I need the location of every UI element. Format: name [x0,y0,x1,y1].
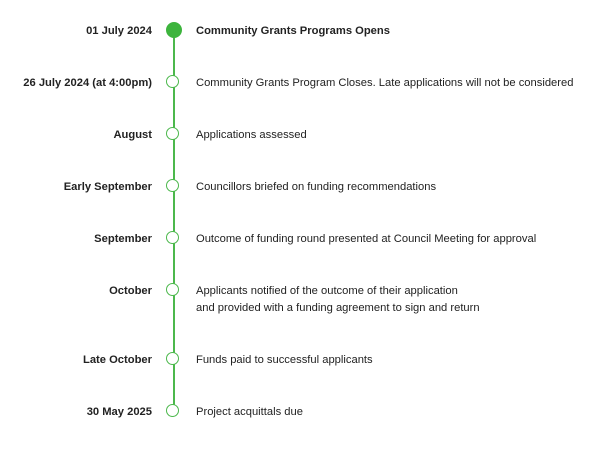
timeline-marker [166,404,179,417]
timeline-date: Late October [82,354,152,366]
timeline-event-text [196,75,604,92]
timeline-current-marker [166,22,182,38]
timeline-event-text [196,23,604,40]
timeline-date: September [94,233,152,245]
timeline-event-line: Community Grants Program Closes. Late applications will not be considered [196,76,574,89]
timeline-marker [166,231,179,244]
timeline-marker [166,179,179,192]
timeline-marker [166,127,179,140]
timeline-event-text [196,179,604,196]
timeline-marker [166,75,179,88]
timeline-event-line: Funds paid to successful applicants [196,353,373,366]
timeline-event-line: Councillors briefed on funding recommendations [196,180,437,193]
timeline-event-text [196,231,604,248]
timeline-event-line: Project acquittals due [196,405,303,418]
timeline-date: Early September [63,181,152,193]
timeline-marker [166,352,179,365]
timeline-event-line: Outcome of funding round presented at Council Meeting for approval [196,232,537,245]
timeline-event-text [196,283,604,317]
timeline-date: 01 July 2024 [86,25,152,37]
timeline-marker [166,283,179,296]
timeline-event-text [196,127,604,144]
timeline-event-line: and provided with a funding agreement to sign and return [196,301,480,314]
timeline-date: August [113,129,152,141]
timeline-event-line: Applicants notified of the outcome of their application [196,284,458,297]
timeline-event-line: Applications assessed [196,128,307,141]
timeline-date: October [109,285,152,297]
timeline-date: 30 May 2025 [86,406,152,418]
timeline-event-text [196,352,604,369]
timeline-event-line: Community Grants Programs Opens [196,24,390,37]
timeline-event-text [196,404,604,421]
timeline-date: 26 July 2024 (at 4:00pm) [23,77,152,89]
